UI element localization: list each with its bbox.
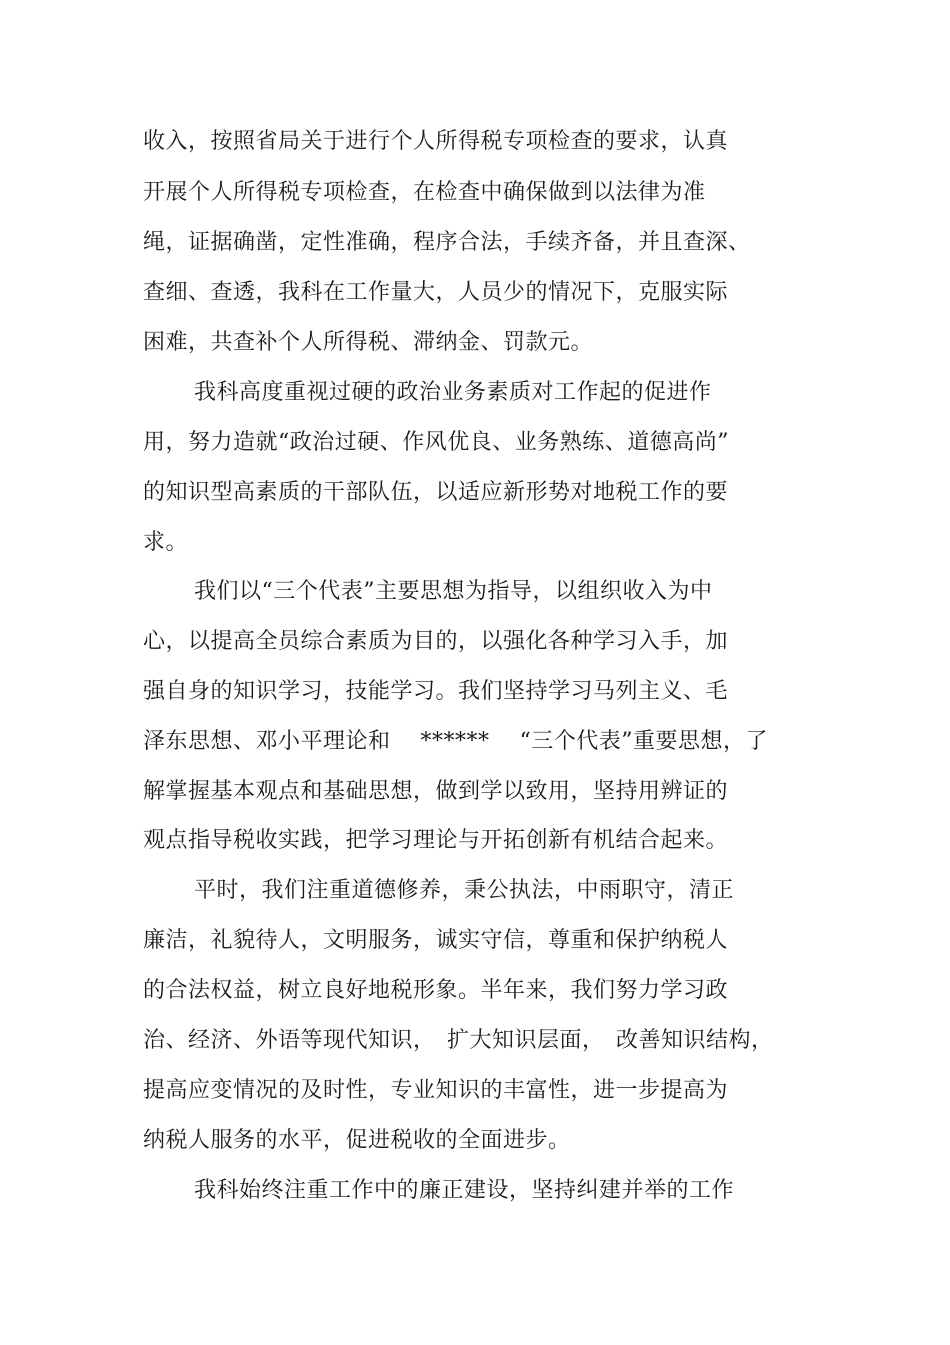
text-line-10: 我们以“三个代表”主要思想为指导，以组织收入为中: [194, 579, 713, 604]
text-line-1: 收入，按照省局关于进行个人所得税专项检查的要求，认真: [143, 129, 729, 154]
text-line-8: 的知识型高素质的干部队伍，以适应新形势对地税工作的要: [143, 480, 729, 505]
text-line-5: 困难，共查补个人所得税、滞纳金、罚款元。: [143, 330, 594, 355]
text-line-22: 我科始终注重工作中的廉正建设，坚持纠建并举的工作: [194, 1178, 735, 1203]
text-line-6: 我科高度重视过硬的政治业务素质对工作起的促进作: [194, 380, 712, 405]
text-line-21: 纳税人服务的水平，促进税收的全面进步。: [143, 1128, 571, 1153]
text-line-11: 心，以提高全员综合素质为目的，以强化各种学习入手，加: [143, 629, 729, 654]
text-line-7: 用，努力造就“政治过硬、作风优良、业务熟练、道德高尚”: [143, 430, 729, 455]
text-line-3: 绳，证据确凿，定性准确，程序合法，手续齐备，并且查深、: [143, 230, 751, 255]
text-line-2: 开展个人所得税专项检查，在检查中确保做到以法律为准: [143, 180, 706, 205]
text-line-18: 的合法权益，树立良好地税形象。半年来，我们努力学习政: [143, 978, 729, 1003]
text-line-12: 强自身的知识学习，技能学习。我们坚持学习马列主义、毛: [143, 679, 729, 704]
text-line-15: 观点指导税收实践，把学习理论与开拓创新有机结合起来。: [143, 828, 729, 853]
text-line-17: 廉洁，礼貌待人，文明服务，诚实守信，尊重和保护纳税人: [143, 928, 729, 953]
text-line-13: 泽东思想、邓小平理论和 ****** “三个代表”重要思想，了: [143, 729, 768, 754]
text-line-4: 查细、查透，我科在工作量大，人员少的情况下，克服实际: [143, 280, 729, 305]
text-line-19: 治、经济、外语等现代知识， 扩大知识层面， 改善知识结构，: [143, 1028, 774, 1053]
text-line-9: 求。: [143, 530, 189, 555]
text-line-14: 解掌握基本观点和基础思想，做到学以致用，坚持用辨证的: [143, 779, 729, 804]
text-line-20: 提高应变情况的及时性，专业知识的丰富性，进一步提高为: [143, 1078, 729, 1103]
text-line-16: 平时，我们注重道德修养，秉公执法，中雨职守，清正: [194, 878, 735, 903]
